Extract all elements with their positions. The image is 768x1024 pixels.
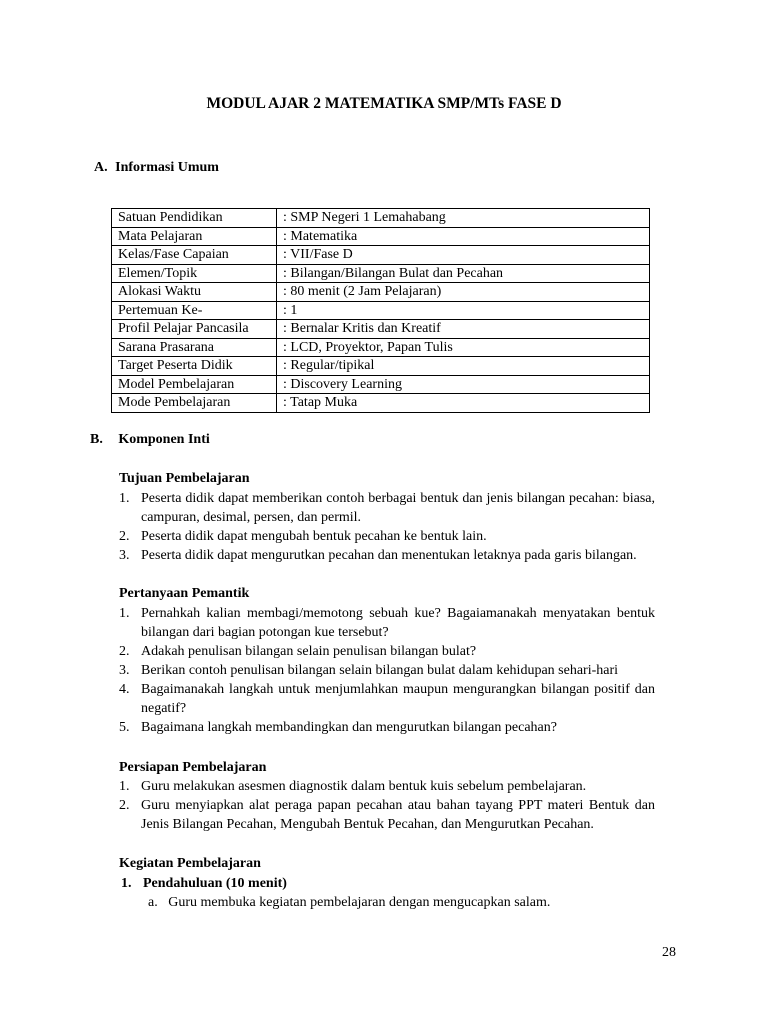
info-row	[112, 209, 650, 228]
info-row	[112, 320, 650, 339]
list-item	[119, 777, 655, 796]
info-value: : Bilangan/Bilangan Bulat dan Pecahan	[277, 264, 650, 283]
list-item-number: 1.	[119, 606, 130, 621]
info-key: Mata Pelajaran	[112, 227, 277, 246]
info-key: Alokasi Waktu	[112, 283, 277, 302]
list-item-number: 4.	[119, 682, 130, 697]
list-item-text: Adakah penulisan bilangan selain penulisan bilangan bulat?	[141, 644, 477, 659]
document-title: MODUL AJAR 2 MATEMATIKA SMP/MTs FASE D	[206, 95, 562, 112]
info-key: Pertemuan Ke-	[112, 301, 277, 320]
info-value: : LCD, Proyektor, Papan Tulis	[277, 338, 650, 357]
info-key: Sarana Prasarana	[112, 338, 277, 357]
info-value: : Discovery Learning	[277, 375, 650, 394]
info-value: : SMP Negeri 1 Lemahabang	[277, 209, 650, 228]
list-item-text: Peserta didik dapat memberikan contoh berbagai bentuk dan jenis bilangan pecahan: biasa, campuran, desimal, persen, dan permil.	[141, 491, 655, 525]
pertanyaan-heading: Pertanyaan Pemantik	[119, 586, 250, 601]
info-value: : 80 menit (2 Jam Pelajaran)	[277, 283, 650, 302]
info-value: : Tatap Muka	[277, 394, 650, 413]
section-b-label: Komponen Inti	[118, 432, 210, 447]
info-value: : VII/Fase D	[277, 246, 650, 265]
list-item-text: Bagaimana langkah membandingkan dan mengurutkan bilangan pecahan?	[141, 720, 557, 735]
list-item	[119, 527, 655, 546]
persiapan-list	[119, 777, 655, 834]
section-b-heading	[90, 430, 210, 449]
section-a-label: Informasi Umum	[115, 160, 219, 175]
info-key: Profil Pelajar Pancasila	[112, 320, 277, 339]
persiapan-heading: Persiapan Pembelajaran	[119, 760, 267, 775]
list-item-text: Pernahkah kalian membagi/memotong sebuah kue? Bagaiamanakah menyatakan bentuk bilangan dari bagian potongan kue tersebut?	[141, 606, 655, 640]
list-item-number: 3.	[119, 548, 130, 563]
info-row	[112, 246, 650, 265]
list-item	[119, 796, 655, 834]
info-value: : 1	[277, 301, 650, 320]
info-key: Satuan Pendidikan	[112, 209, 277, 228]
list-item-number: 3.	[119, 663, 130, 678]
list-item	[119, 642, 655, 661]
info-row	[112, 264, 650, 283]
list-item-number: 1.	[119, 779, 130, 794]
list-item	[119, 604, 655, 642]
list-item-number: 1.	[119, 491, 130, 506]
kegiatan-subitem-text: Guru membuka kegiatan pembelajaran dengan mengucapkan salam.	[168, 895, 551, 910]
kegiatan-step-number: 1.	[121, 876, 132, 891]
list-item	[119, 680, 655, 718]
kegiatan-heading: Kegiatan Pembelajaran	[119, 856, 261, 871]
section-a-heading	[94, 158, 219, 177]
info-key: Target Peserta Didik	[112, 357, 277, 376]
info-key: Kelas/Fase Capaian	[112, 246, 277, 265]
info-key: Model Pembelajaran	[112, 375, 277, 394]
list-item-text: Peserta didik dapat mengurutkan pecahan dan menentukan letaknya pada garis bilangan.	[141, 548, 637, 563]
tujuan-list	[119, 489, 655, 565]
list-item-text: Guru melakukan asesmen diagnostik dalam bentuk kuis sebelum pembelajaran.	[141, 779, 587, 794]
info-value: : Bernalar Kritis dan Kreatif	[277, 320, 650, 339]
kegiatan-subitem-marker: a.	[148, 895, 158, 910]
list-item-number: 5.	[119, 720, 130, 735]
info-value: : Matematika	[277, 227, 650, 246]
list-item-number: 2.	[119, 644, 130, 659]
info-key: Elemen/Topik	[112, 264, 277, 283]
info-row	[112, 301, 650, 320]
list-item-number: 2.	[119, 529, 130, 544]
kegiatan-subitem	[148, 893, 550, 912]
list-item-text: Peserta didik dapat mengubah bentuk pecahan ke bentuk lain.	[141, 529, 487, 544]
kegiatan-step	[121, 874, 287, 893]
list-item-number: 2.	[119, 798, 130, 813]
kegiatan-step-label: Pendahuluan (10 menit)	[143, 876, 287, 891]
info-table	[111, 208, 650, 413]
pertanyaan-list	[119, 604, 655, 737]
info-key: Mode Pembelajaran	[112, 394, 277, 413]
list-item	[119, 661, 655, 680]
info-row	[112, 394, 650, 413]
list-item	[119, 718, 655, 737]
page-number: 28	[662, 945, 676, 960]
tujuan-heading: Tujuan Pembelajaran	[119, 471, 250, 486]
section-a-marker: A.	[94, 160, 108, 175]
info-row	[112, 283, 650, 302]
list-item-text: Bagaimanakah langkah untuk menjumlahkan maupun mengurangkan bilangan positif dan negatif?	[141, 682, 655, 716]
info-row	[112, 338, 650, 357]
list-item-text: Guru menyiapkan alat peraga papan pecahan atau bahan tayang PPT materi Bentuk dan Jenis Bilangan Pecahan, Mengubah Bentuk Pecahan, dan Mengurutkan Pecahan.	[141, 798, 655, 832]
info-row	[112, 227, 650, 246]
section-b-marker: B.	[90, 432, 103, 447]
info-value: : Regular/tipikal	[277, 357, 650, 376]
list-item	[119, 489, 655, 527]
list-item	[119, 546, 655, 565]
info-row	[112, 375, 650, 394]
info-row	[112, 357, 650, 376]
list-item-text: Berikan contoh penulisan bilangan selain bilangan bulat dalam kehidupan sehari-hari	[141, 663, 619, 678]
